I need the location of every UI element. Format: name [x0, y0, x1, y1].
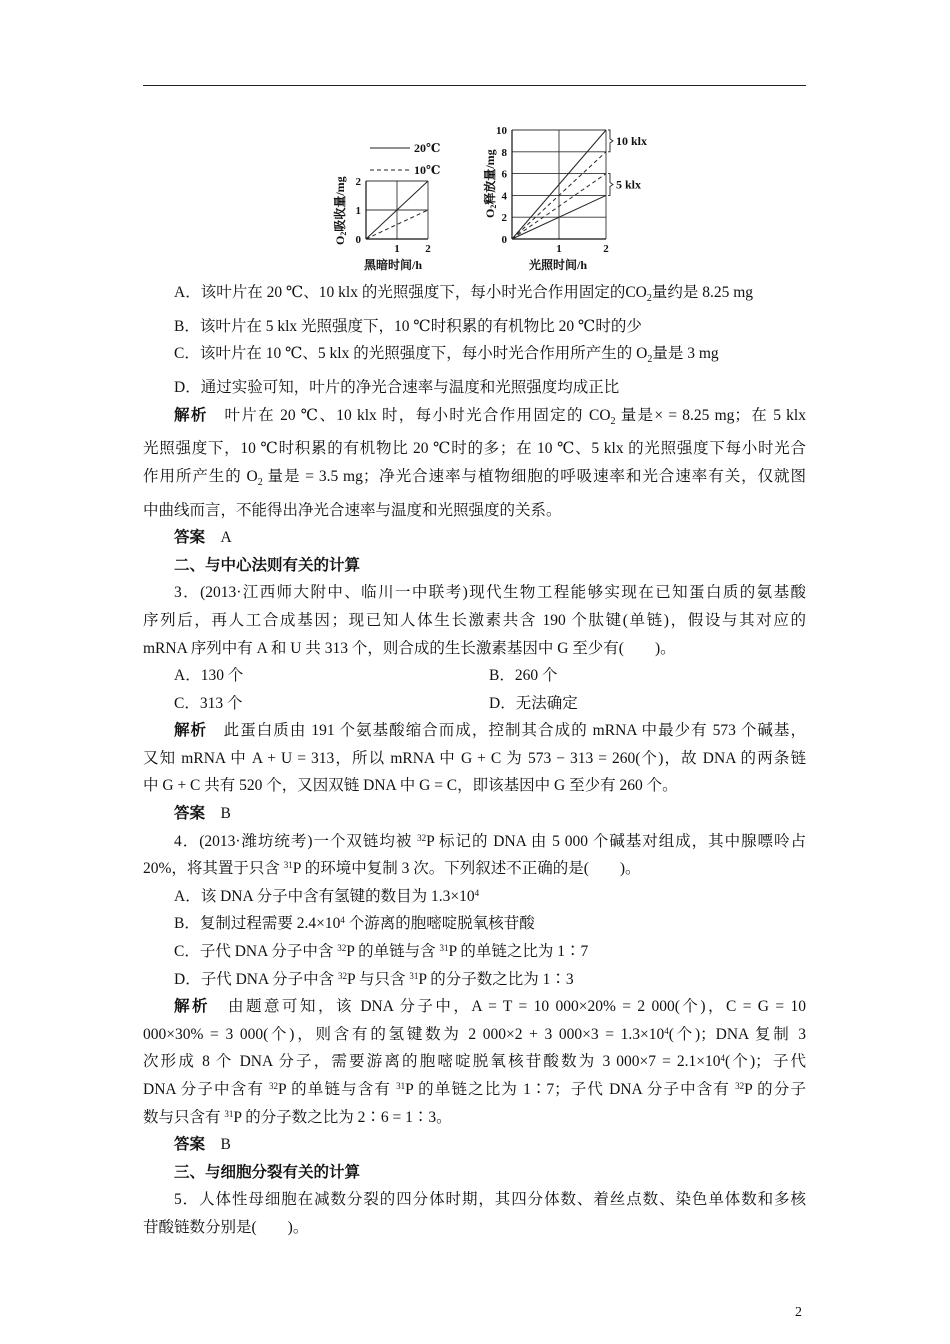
text-line: DNA 分子中含有 $^{32}$P 的单链与含有 $^{31}$P 的单链之比为 1∶7；子代 DNA 分子中含有 $^{32}$P 的分子	[143, 1081, 806, 1098]
left-ytick-label: 1	[355, 205, 361, 217]
left-ytick-label: 2	[355, 176, 361, 188]
text-line: C．子代 DNA 分子中含 $^{32}$P 的单链与含 $^{31}$P 的单链之比为 1∶7	[174, 943, 589, 961]
chart-right	[482, 125, 647, 272]
text-line: 中曲线而言，不能得出净光合速率与温度和光照强度的关系。	[143, 501, 562, 519]
text-line: 解析 此蛋白质由 191 个氨基酸缩合而成，控制其合成的 mRNA 中最少有 573 个碱基，	[174, 722, 806, 740]
text-line: 中 G + C 共有 520 个，又因双链 DNA 中 G = C，即该基因中 G 至少有 260 个。	[143, 777, 678, 795]
option-text: C．313 个	[174, 694, 243, 712]
left-xlabel: 黑暗时间/h	[364, 258, 423, 272]
text-line: 序列后，再人工合成基因；现已知人体生长激素共含 190 个肽键(单链)，假设与其对应的	[143, 611, 806, 629]
text-line: A．该叶片在 20 ℃、10 klx 的光照强度下，每小时光合作用固定的$CO_2$量约是 8.25 mg	[174, 284, 754, 305]
text-line: 000×30% = 3 000(个)，则含有的氢键数为 2 000×2 + 3 $000\times 3 = 1.3\times 10^4$(个)；DNA 复制 3	[143, 1025, 806, 1043]
text-line: B．复制过程需要 $2.4\times 10^4$ 个游离的胞嘧啶脱氧核苷酸	[174, 915, 535, 933]
option-row	[143, 662, 806, 690]
text-line: 解析 叶片在 20 ℃、10 klx 时，每小时光合作用固定的 $CO_2$ 量是× = 8.25 mg；在 5 klx	[174, 406, 806, 427]
right-xtick-label: 1	[556, 243, 562, 255]
option-text: D．无法确定	[489, 694, 578, 712]
left-plot-area	[356, 176, 432, 255]
text-line: A．该 DNA 分子中含有氢键的数目为 $1.3\times 10^4$	[174, 887, 480, 905]
text-line: B．该叶片在 5 klx 光照强度下，10 ℃时积累的有机物比 20 ℃时的少	[174, 317, 642, 335]
text-line: 数与只含有 $^{31}$P 的分子数之比为 2∶6 = 1∶3。	[143, 1108, 452, 1126]
text-line: 答案 A	[174, 529, 232, 547]
annotation-bracket	[608, 130, 613, 152]
option-row	[143, 690, 806, 718]
text-line: 三、与细胞分裂有关的计算	[174, 1163, 361, 1181]
text-line: 4．(2013·潍坊统考)一个双链均被 $^{32}$P 标记的 DNA 由 5 000 个碱基对组成，其中腺嘌呤占	[174, 832, 806, 850]
text-line: D．子代 DNA 分子中含 $^{32}$P 与只含 $^{31}$P 的分子数之比为 1∶3	[174, 970, 574, 988]
right-plot-area	[496, 125, 647, 255]
header-rule	[143, 85, 806, 86]
text-line: 苷酸链数分别是( )。	[143, 1218, 309, 1236]
annotation-label: 10 klx	[616, 133, 648, 148]
left-legend	[370, 141, 440, 177]
left-xtick-label: 1	[394, 243, 400, 255]
text-line: 光照强度下，10 ℃时积累的有机物比 20 ℃时的多；在 10 ℃、5 klx 的光照强度下每小时光合	[143, 440, 806, 458]
annotation-bracket	[608, 174, 613, 196]
text-line: 解析 由题意可知，该 DNA 分子中，A = T = 10 000×20% = 2 000(个)，C = G = 10	[174, 998, 806, 1016]
document-body	[143, 279, 806, 1242]
left-ylabel: O2吸收量/mg	[333, 176, 348, 245]
text-line: 作用所产生的 $O_2$ 量是 = 3.5 mg；净光合速率与植物细胞的呼吸速率和光合速率有关，仅就图	[143, 467, 806, 488]
text-line: 二、与中心法则有关的计算	[174, 556, 361, 574]
right-xtick-label: 2	[603, 243, 609, 255]
page-number: 2	[795, 1305, 802, 1320]
legend-label: 10℃	[414, 163, 441, 177]
text-line: 3．(2013·江西师大附中、临川一中联考)现代生物工程能够实现在已知蛋白质的氨基酸	[174, 584, 806, 602]
right-ytick-label: 6	[501, 168, 507, 181]
left-ytick-label: 0	[355, 234, 361, 246]
figure-charts	[330, 118, 660, 276]
text-line: 答案 B	[174, 1136, 231, 1154]
right-ytick-label: 0	[501, 234, 507, 246]
text-line: D．通过实验可知，叶片的净光合速率与温度和光照强度均成正比	[174, 378, 620, 396]
option-text: A．130 个	[174, 667, 244, 685]
right-ytick-label: 4	[501, 190, 507, 203]
chart-left	[332, 141, 440, 272]
text-line: mRNA 序列中有 A 和 U 共 313 个，则合成的生长激素基因中 G 至少有( )。	[143, 639, 676, 657]
right-ylabel: O2释放量/mg	[483, 149, 498, 218]
text-line: 20%，将其置于只含 $^{31}$P 的环境中复制 3 次。下列叙述不正确的是( )。	[143, 860, 641, 878]
right-xlabel: 光照时间/h	[529, 258, 588, 272]
legend-label: 20℃	[414, 141, 441, 155]
text-line: 次形成 8 个 DNA 分子，需要游离的胞嘧啶脱氧核苷酸数为 3 $000\times 7 = 2.1\times 10^4$(个)；子代	[143, 1053, 806, 1071]
right-ytick-label: 2	[501, 212, 507, 225]
annotation-label: 5 klx	[616, 177, 642, 192]
left-xtick-label: 2	[425, 243, 431, 255]
text-line: 答案 B	[174, 805, 231, 823]
text-line: 5．人体性母细胞在减数分裂的四分体时期，其四分体数、着丝点数、染色单体数和多核	[174, 1191, 806, 1209]
option-text: B．260 个	[489, 667, 558, 685]
right-ytick-label: 8	[501, 146, 507, 159]
text-line: 又知 mRNA 中 A + U = 313，所以 mRNA 中 G + C 为 573 − 313 = 260(个)，故 DNA 的两条链	[143, 749, 806, 767]
text-line: C．该叶片在 10 ℃、5 klx 的光照强度下，每小时光合作用所产生的 $O_2$量是 3 mg	[174, 345, 719, 366]
right-ytick-label: 10	[496, 125, 507, 137]
